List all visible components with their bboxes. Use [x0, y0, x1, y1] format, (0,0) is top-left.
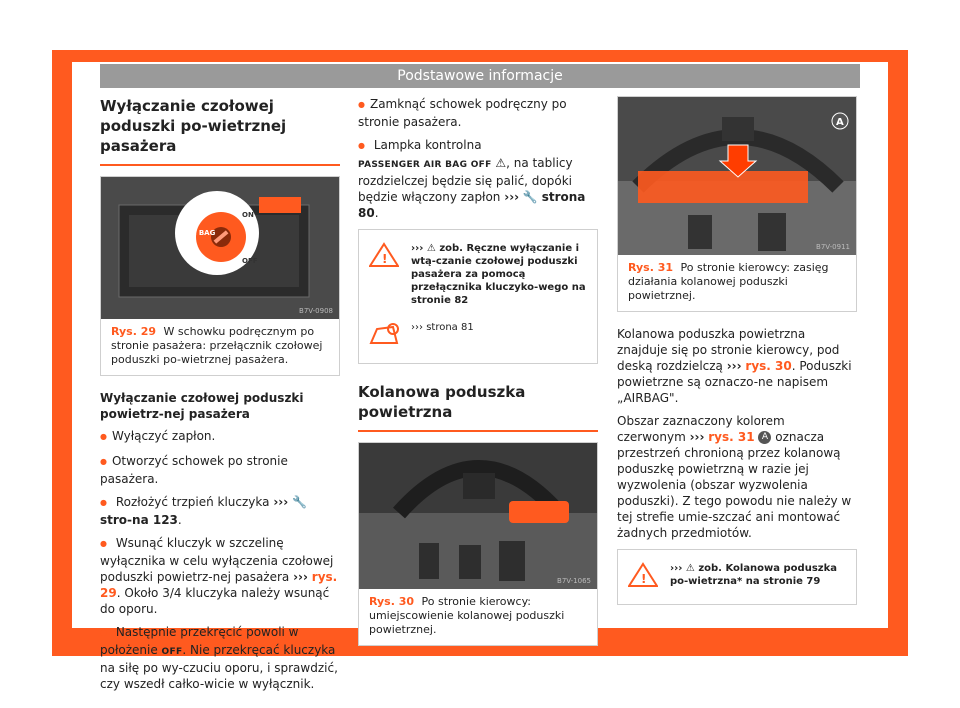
- figure-code: B7V-0908: [299, 307, 333, 315]
- figure-29-caption: [101, 319, 339, 375]
- figure-30: [358, 442, 598, 646]
- knee-airbag-image: [359, 443, 597, 589]
- paragraph-zone: Obszar zaznaczony kolorem czerwonym ››› rys. 31 A oznacza przestrzeń chronioną przez kolanową poduszkę powietrzną w razie jej wyzwolenia (obszar wyzwolenia poduszki). Z tego powodu nie należy w tej strefie umie-szczać ani montować żadnych przedmiotów.: [617, 414, 852, 540]
- figure-label: Rys. 31: [628, 261, 674, 274]
- figure-30-caption: [359, 589, 597, 645]
- svg-text:!: !: [641, 572, 647, 586]
- figure-label: Rys. 30: [369, 595, 415, 608]
- knee-airbag-zone-image: [618, 97, 856, 255]
- passenger-airbag-off-stamp: PASSENGER AIR BAG OFF: [358, 160, 492, 170]
- note-warning-text[interactable]: ››› ⚠ zob. Kolanowa poduszka po-wietrzna* na stronie 79: [670, 563, 837, 587]
- ref-link[interactable]: rys. 31: [708, 430, 755, 444]
- knee-airbag-illustration: [359, 443, 597, 589]
- ref-link[interactable]: rys. 29: [100, 570, 338, 600]
- glovebox-illustration: [101, 177, 339, 319]
- marker-a: A: [836, 117, 844, 128]
- page-header: Podstawowe informacje: [100, 64, 860, 88]
- figure-31: [617, 96, 857, 312]
- switch-off-label: OFF: [242, 257, 258, 265]
- note-service-text[interactable]: ››› strona 81: [411, 322, 474, 333]
- note-box: [617, 549, 857, 605]
- step-4: ● Wsunąć kluczyk w szczelinę wyłącznika w celu wyłączenia czołowej poduszki powietrz-nej pasażera ››› rys. 29. Około 3/4 kluczyka należy wsunąć do oporu.: [100, 535, 340, 617]
- wrench-icon: 🔧: [292, 495, 307, 509]
- airbag-off-icon: ⚠: [495, 156, 507, 170]
- ref-link[interactable]: rys. 30: [745, 359, 792, 373]
- step-3: ● Rozłożyć trzpień kluczyka ››› 🔧 stro-na 123.: [100, 494, 340, 528]
- note-warning-text[interactable]: ››› ⚠ zob. Ręczne wyłączanie i wtą-czanie czołowej poduszki pasażera za pomocą przełącznika kluczyko-wego na stronie 82: [411, 243, 586, 306]
- warning-icon: [369, 242, 411, 272]
- column-3: [617, 96, 857, 613]
- marker-a-badge: A: [758, 431, 771, 444]
- service-icon: [369, 321, 411, 351]
- off-stamp: OFF: [161, 647, 183, 657]
- column-2: [358, 96, 598, 656]
- ref-link[interactable]: stro-na 123: [100, 513, 178, 527]
- warning-icon: [628, 562, 670, 592]
- step-5: ● Następnie przekręcić powoli w położenie OFF. Nie przekręcać kluczyka na siłę po wy-czuciu oporu, i sprawdzić, czy wszedł całko-wicie w wyłącznik.: [100, 624, 340, 692]
- step-2: ● Otworzyć schowek po stronie pasażera.: [100, 453, 340, 487]
- wrench-icon: 🔧: [522, 190, 538, 204]
- figure-29: [100, 176, 340, 376]
- paragraph-location: Kolanowa poduszka powietrzna znajduje się po stronie kierowcy, pod deską rozdzielczą ››› rys. 30. Poduszki powietrzne są oznaczo-ne napisem „AIRBAG".: [617, 327, 852, 405]
- figure-label: Rys. 29: [111, 325, 157, 338]
- page-number: 21: [872, 618, 886, 631]
- note-box: [358, 229, 598, 364]
- figure-31-caption: [618, 255, 856, 311]
- ref-link[interactable]: strona 80: [358, 190, 586, 220]
- figure-caption-text: W schowku podręcznym po stronie pasażera: przełącznik czołowej poduszki po-wietrznej pasażera.: [111, 325, 323, 366]
- step-1: ● Wyłączyć zapłon.: [100, 428, 340, 446]
- subheading: Wyłączanie czołowej poduszki powietrz-nej pasażera: [100, 391, 304, 421]
- switch-airbag-label: AIR BAG: [183, 229, 216, 237]
- figure-code: B7V-1065: [557, 577, 591, 585]
- section-title-airbag-off: Wyłączanie czołowej poduszki po-wietrznej pasażera: [100, 96, 340, 166]
- knee-airbag-zone-illustration: [618, 97, 856, 255]
- bullet-lamp: ● Lampka kontrolna PASSENGER AIR BAG OFF ⚠, na tablicy rozdzielczej będzie się palić, dopóki będzie włączony zapłon ››› 🔧 strona 80.: [358, 137, 598, 221]
- column-1: [100, 96, 340, 699]
- section-title-knee-airbag: Kolanowa poduszka powietrzna: [358, 382, 598, 432]
- svg-text:!: !: [382, 252, 388, 266]
- switch-on-label: ON: [242, 211, 254, 219]
- figure-caption-text: Po stronie kierowcy: umiejscowienie kolanowej poduszki powietrznej.: [369, 595, 565, 636]
- bullet-close-glovebox: ● Zamknąć schowek podręczny po stronie pasażera.: [358, 96, 598, 130]
- glovebox-image: [101, 177, 339, 319]
- figure-caption-text: Po stronie kierowcy: zasięg działania kolanowej poduszki powietrznej.: [628, 261, 829, 302]
- figure-code: B7V-0911: [816, 243, 850, 251]
